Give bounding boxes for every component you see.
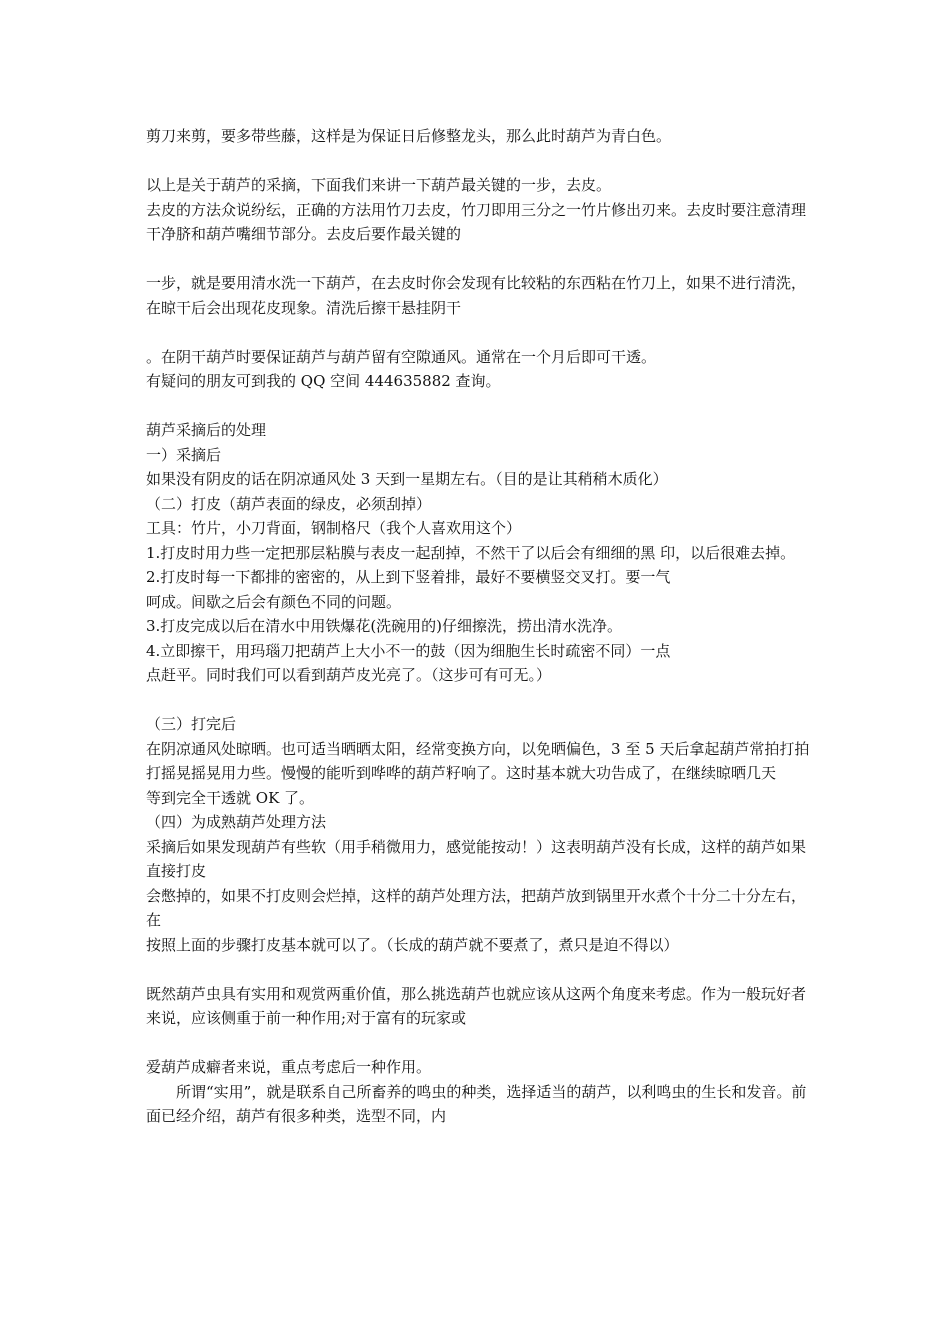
blank-line bbox=[146, 149, 810, 174]
paragraph: 4.立即擦干，用玛瑙刀把葫芦上大小不一的鼓（因为细胞生长时疏密不同）一点 bbox=[146, 641, 671, 660]
paragraph: 等到完全干透就 OK 了。 bbox=[146, 788, 315, 807]
paragraph: 2.打皮时每一下都排的密密的，从上到下竖着排，最好不要横竖交叉打。要一气 bbox=[146, 568, 671, 586]
paragraph: 既然葫芦虫具有实用和观赏两重价值，那么挑选葫芦也就应该从这两个角度来考虑。作为一般玩好者来说，应该侧重于前一种作用;对于富有的玩家或 bbox=[146, 984, 807, 1027]
blank-line bbox=[146, 957, 810, 982]
blank-line bbox=[146, 688, 810, 713]
document-body bbox=[146, 124, 810, 1129]
paragraph: （四）为成熟葫芦处理方法 bbox=[146, 813, 327, 831]
paragraph: 爱葫芦成癖者来说，重点考虑后一种作用。 bbox=[146, 1058, 432, 1076]
paragraph: 点赶平。同时我们可以看到葫芦皮光亮了。（这步可有可无。） bbox=[146, 666, 552, 684]
paragraph: 。在阴干葫芦时要保证葫芦与葫芦留有空隙通风。通常在一个月后即可干透。 bbox=[146, 347, 657, 366]
blank-line bbox=[146, 394, 810, 419]
paragraph: 一步，就是要用清水洗一下葫芦，在去皮时你会发现有比较粘的东西粘在竹刀上，如果不进行清洗，在晾干后会出现花皮现象。清洗后擦干悬挂阴干 bbox=[146, 274, 807, 317]
paragraph: 剪刀来剪，要多带些藤，这样是为保证日后修整龙头，那么此时葫芦为青白色。 bbox=[146, 127, 672, 145]
paragraph: 所谓“实用”，就是联系自己所畜养的鸣虫的种类，选择适当的葫芦，以利鸣虫的生长和发音。前面已经介绍，葫芦有很多种类，选型不同，内 bbox=[146, 1082, 807, 1125]
paragraph: 去皮的方法众说纷纭，正确的方法用竹刀去皮，竹刀即用三分之一竹片修出刃来。去皮时要注意清理干净脐和葫芦嘴细节部分。去皮后要作最关键的 bbox=[146, 200, 807, 243]
paragraph: 在阴凉通风处晾晒。也可适当晒晒太阳，经常变换方向，以免晒偏色，3 至 5 天后拿起葫芦常拍打拍打摇晃摇晃用力些。慢慢的能听到哗哗的葫芦籽响了。这时基本就大功告成了，在继续晾晒几天 bbox=[146, 739, 810, 782]
paragraph: 一）采摘后 bbox=[146, 445, 222, 464]
paragraph: 以上是关于葫芦的采摘，下面我们来讲一下葫芦最关键的一步，去皮。 bbox=[146, 176, 612, 194]
paragraph: 呵成。间歇之后会有颜色不同的问题。 bbox=[146, 592, 402, 611]
paragraph: 3.打皮完成以后在清水中用铁爆花(洗碗用的)仔细擦洗，捞出清水洗净。 bbox=[146, 617, 623, 635]
paragraph: 采摘后如果发现葫芦有些软（用手稍微用力，感觉能按动！）这表明葫芦没有长成，这样的葫芦如果直接打皮 bbox=[146, 837, 807, 880]
paragraph: 1.打皮时用力些一定把那层粘膜与表皮一起刮掉，不然干了以后会有细细的黑 印，以后很难去掉。 bbox=[146, 543, 796, 562]
paragraph: 有疑问的朋友可到我的 QQ 空间 444635882 查询。 bbox=[146, 372, 501, 390]
paragraph: 葫芦采摘后的处理 bbox=[146, 421, 267, 439]
paragraph: （三）打完后 bbox=[146, 715, 237, 733]
paragraph: 工具：竹片，小刀背面，钢制格尺（我个人喜欢用这个） bbox=[146, 519, 522, 537]
paragraph: 按照上面的步骤打皮基本就可以了。（长成的葫芦就不要煮了，煮只是迫不得以） bbox=[146, 935, 679, 954]
blank-line bbox=[146, 1031, 810, 1056]
blank-line bbox=[146, 247, 810, 272]
paragraph: 如果没有阴皮的话在阴凉通风处 3 天到一星期左右。（目的是让其稍稍木质化） bbox=[146, 470, 668, 488]
paragraph: （二）打皮（葫芦表面的绿皮，必须刮掉） bbox=[146, 494, 432, 513]
blank-line bbox=[146, 320, 810, 345]
paragraph: 会憋掉的，如果不打皮则会烂掉，这样的葫芦处理方法，把葫芦放到锅里开水煮个十分二十分左右，在 bbox=[146, 886, 807, 929]
